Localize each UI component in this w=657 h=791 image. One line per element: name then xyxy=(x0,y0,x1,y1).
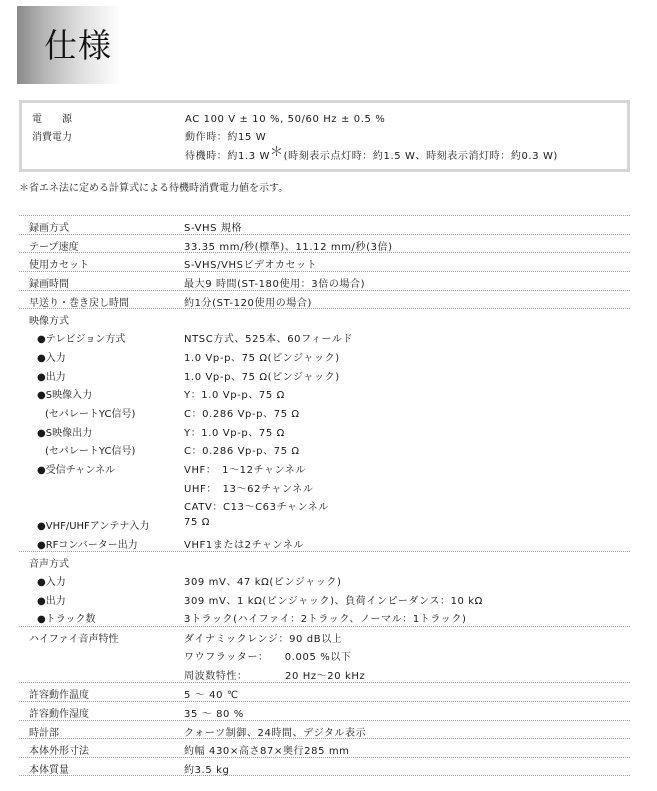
power-spec-box xyxy=(19,100,630,172)
spec-row xyxy=(19,346,630,365)
spec-row xyxy=(19,701,630,720)
power-standby-value xyxy=(185,145,558,164)
spec-row xyxy=(19,720,630,739)
spec-label: ●トラック数 xyxy=(37,614,96,626)
spec-value: 約1分(ST-120使用の場合) xyxy=(184,297,312,309)
spec-row xyxy=(19,458,630,477)
spec-value: 33.35 mm/秒(標準)、11.12 mm/秒(3倍) xyxy=(184,241,393,253)
spec-label: 音声方式 xyxy=(29,559,69,571)
spec-row xyxy=(19,477,630,496)
spec-label: ●VHF/UHFアンテナ入力 xyxy=(37,521,150,532)
spec-table xyxy=(19,215,630,776)
spec-value: 最大9 時間(ST-180使用：3倍の場合) xyxy=(184,279,366,291)
spec-row xyxy=(19,383,630,402)
spec-value: 309 mV、1 kΩ(ピンジャック)、負荷インピーダンス：10 kΩ xyxy=(184,595,483,607)
spec-row xyxy=(19,495,630,514)
spec-label: 時計部 xyxy=(29,727,59,739)
spec-row xyxy=(19,645,630,664)
spec-value: 1.0 Vp-p、75 Ω(ピンジャック) xyxy=(184,352,340,364)
spec-label: 許容動作温度 xyxy=(29,690,89,702)
spec-label: ●受信チャンネル xyxy=(37,464,116,476)
power-operating-value: 動作時：約15 W xyxy=(185,132,267,143)
spec-row xyxy=(19,439,630,458)
spec-label: 早送り・巻き戻し時間 xyxy=(29,297,129,309)
spec-row xyxy=(19,570,630,589)
spec-value: CATV：C13～C63チャンネル xyxy=(184,502,330,514)
spec-row xyxy=(19,533,630,552)
spec-value: S-VHS 規格 xyxy=(184,223,243,234)
spec-row xyxy=(19,271,630,290)
power-source-label: 電 源 xyxy=(32,114,72,125)
spec-value: ワウフラッター： 0.005 %以下 xyxy=(184,651,352,663)
spec-label: ●入力 xyxy=(37,352,66,364)
spec-row xyxy=(19,308,630,327)
spec-label: テープ速度 xyxy=(29,241,79,253)
standby-detail-text: (時刻表示点灯時：約1.5 W、時刻表示消灯時：約0.3 W) xyxy=(283,151,558,162)
spec-row xyxy=(19,234,630,253)
spec-label: 映像方式 xyxy=(29,316,69,328)
standby-asterisk: ＊ xyxy=(269,145,284,160)
spec-label: ●出力 xyxy=(37,595,66,607)
spec-row xyxy=(19,514,630,533)
spec-value: 75 Ω xyxy=(184,517,210,528)
spec-label: 本体質量 xyxy=(29,764,69,776)
spec-label: (セパレートYC信号) xyxy=(45,446,136,458)
spec-value: 約幅 430×高さ87×奥行285 mm xyxy=(184,746,350,758)
spec-row xyxy=(19,252,630,271)
spec-label: ●出力 xyxy=(37,371,66,383)
spec-row xyxy=(19,664,630,683)
spec-label: ●RFコンバーター出力 xyxy=(37,539,138,551)
spec-row xyxy=(19,682,630,701)
spec-label: 許容動作湿度 xyxy=(29,708,89,720)
spec-row xyxy=(19,327,630,346)
spec-value: Y：1.0 Vp-p、75 Ω xyxy=(184,427,285,439)
standby-main-text: 待機時：約1.3 W xyxy=(185,151,270,162)
power-consumption-label: 消費電力 xyxy=(32,132,72,143)
spec-row xyxy=(19,607,630,626)
spec-row xyxy=(19,421,630,440)
spec-row xyxy=(19,290,630,309)
spec-row xyxy=(19,589,630,608)
spec-row xyxy=(19,551,630,570)
spec-label: ●S映像出力 xyxy=(37,427,93,439)
spec-row xyxy=(19,215,630,234)
spec-value: クォーツ制御、24時間、デジタル表示 xyxy=(184,727,367,739)
spec-value: VHF： 1～12チャンネル xyxy=(184,464,306,476)
spec-value: UHF： 13～62チャンネル xyxy=(184,483,314,495)
spec-label: 本体外形寸法 xyxy=(29,746,89,758)
spec-label: 録画時間 xyxy=(29,279,69,291)
spec-value: NTSC方式、525本、60フィールド xyxy=(184,334,354,346)
spec-value: C：0.286 Vp-p、75 Ω xyxy=(184,408,300,420)
power-source-value: AC 100 V ± 10 %, 50/60 Hz ± 0.5 % xyxy=(185,114,386,125)
spec-value: 3トラック(ハイファイ：2トラック、ノーマル：1トラック) xyxy=(184,614,467,626)
spec-value: Y：1.0 Vp-p、75 Ω xyxy=(184,390,285,402)
spec-label: 録画方式 xyxy=(29,223,69,234)
spec-value: VHF1または2チャンネル xyxy=(184,539,305,551)
spec-value: 35 ～ 80 % xyxy=(184,708,244,720)
spec-row xyxy=(19,626,630,645)
spec-value: 309 mV、47 kΩ(ピンジャック) xyxy=(184,577,342,589)
spec-label: ●入力 xyxy=(37,577,66,589)
spec-row xyxy=(19,738,630,757)
spec-row xyxy=(19,402,630,421)
spec-value: 周波数特性： 20 Hz～20 kHz xyxy=(184,670,366,682)
spec-label: ●テレビジョン方式 xyxy=(37,334,126,346)
spec-value: 1.0 Vp-p、75 Ω(ピンジャック) xyxy=(184,371,340,383)
spec-label: ハイファイ音声特性 xyxy=(29,634,119,646)
spec-value: C：0.286 Vp-p、75 Ω xyxy=(184,446,300,458)
spec-row xyxy=(19,757,630,776)
spec-value: ダイナミックレンジ：90 dB以上 xyxy=(184,634,343,646)
page-title: 仕様 xyxy=(44,26,112,65)
spec-label: 使用カセット xyxy=(29,260,89,272)
spec-value: S-VHS/VHSビデオカセット xyxy=(184,260,318,272)
spec-row xyxy=(19,365,630,384)
spec-label: ●S映像入力 xyxy=(37,390,93,402)
spec-value: 5 ～ 40 ℃ xyxy=(184,690,239,702)
standby-note: ＊省エネ法に定める計算式による待機時消費電力値を示す。 xyxy=(19,183,289,194)
spec-value: 約3.5 kg xyxy=(184,764,230,776)
spec-label: (セパレートYC信号) xyxy=(45,408,136,420)
